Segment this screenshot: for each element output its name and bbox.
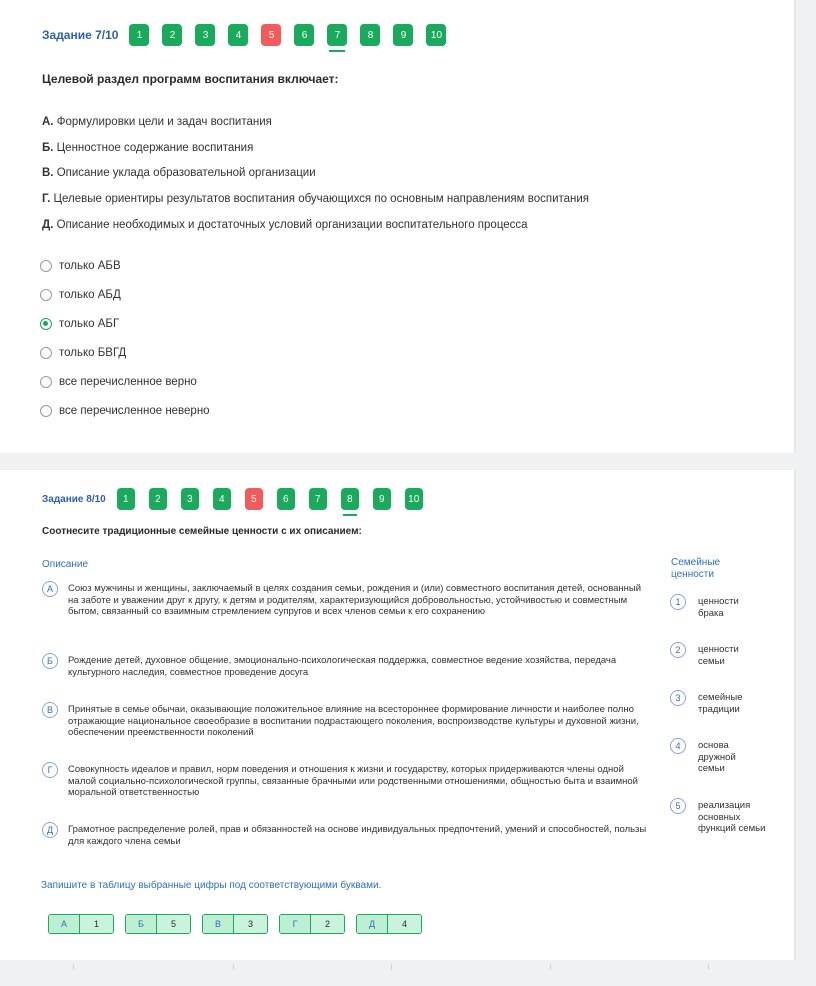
radio-button[interactable] [40, 347, 52, 359]
number-badge: 3 [670, 690, 686, 706]
answer-option[interactable]: только АБВ [40, 260, 121, 272]
task-7-card [0, 0, 796, 453]
answer-option[interactable]: все перечисленное неверно [40, 405, 210, 417]
radio-button[interactable] [40, 405, 52, 417]
page-button-8[interactable]: 8 [341, 488, 359, 510]
description-d: Д Грамотное распределение ролей, прав и обязанностей на основе индивидуальных предпочтений, умений и способностей, пользы для каждого члена семьи [42, 824, 662, 847]
task-7-header [42, 24, 459, 46]
divider-tick [708, 964, 709, 970]
page-button-3[interactable]: 3 [181, 488, 199, 510]
question-text: Соотнесите традиционные семейные ценности с их описанием: [42, 526, 362, 537]
task-8-header [42, 488, 437, 510]
value-2: 2 ценности семьи [670, 644, 753, 667]
page-button-8[interactable]: 8 [360, 24, 380, 46]
page-button-5[interactable]: 5 [261, 24, 281, 46]
page-button-2[interactable]: 2 [149, 488, 167, 510]
page-button-6[interactable]: 6 [277, 488, 295, 510]
number-badge: 2 [670, 642, 686, 658]
statement-v: В. Описание уклада образовательной организации [42, 167, 316, 179]
page-button-2[interactable]: 2 [162, 24, 182, 46]
instruction-text: Запишите в таблицу выбранные цифры под соответствующими буквами. [41, 880, 382, 891]
divider-tick [73, 964, 74, 970]
task-counter: Задание 8/10 [42, 493, 106, 505]
page-button-4[interactable]: 4 [228, 24, 248, 46]
number-badge: 5 [670, 798, 686, 814]
description-g: Г Совокупность идеалов и правил, норм поведения и отношения к жизни и государству, которых придерживаются члены одной малой социально-психологической группы, связанные брачными или родственными отношениями, общностью быта и взаимной моральной ответственностью [42, 764, 662, 799]
answer-option[interactable]: только БВГД [40, 347, 126, 359]
answer-cell-g[interactable]: Г 2 [279, 914, 345, 934]
divider-tick [233, 964, 234, 970]
task-counter: Задание 7/10 [42, 28, 119, 42]
page-button-3[interactable]: 3 [195, 24, 215, 46]
answer-option[interactable]: только АБД [40, 289, 121, 301]
radio-button[interactable] [40, 376, 52, 388]
radio-button-selected[interactable] [40, 318, 52, 330]
answer-option-selected[interactable]: только АБГ [40, 318, 119, 330]
question-text: Целевой раздел программ воспитания включает: [42, 72, 339, 86]
value-1: 1 ценности брака [670, 596, 753, 619]
description-column-header: Описание [42, 559, 89, 570]
letter-badge: В [42, 702, 58, 718]
page-button-5[interactable]: 5 [245, 488, 263, 510]
description-b: Б Рождение детей, духовное общение, эмоционально-психологическая поддержка, совместное ведение хозяйства, передача культурного наследия, совместное проведение досуга [42, 655, 662, 678]
number-badge: 4 [670, 738, 686, 754]
letter-badge: Д [42, 822, 58, 838]
value-4: 4 основа дружной семьи [670, 740, 748, 775]
page-button-7[interactable]: 7 [309, 488, 327, 510]
page-button-6[interactable]: 6 [294, 24, 314, 46]
description-a: А Союз мужчины и женщины, заключаемый в целях создания семьи, рождения и (или) совместного воспитания детей, основанный на заботе и уважении друг к другу, к детям и родителям, характеризующийся добровольностью, устойчивостью и совместным бытом, связанный со взаимным стремлением супругов и всех членов семьи к его сохранению [42, 583, 662, 618]
answer-cell-b[interactable]: Б 5 [125, 914, 191, 934]
task-pagination [129, 24, 459, 46]
statement-g: Г. Целевые ориентиры результатов воспитания обучающихся по основным направлениям воспитания [42, 193, 590, 205]
value-3: 3 семейные традиции [670, 692, 758, 715]
page-button-9[interactable]: 9 [393, 24, 413, 46]
letter-badge: Б [42, 653, 58, 669]
letter-badge: Г [42, 762, 58, 778]
page-button-9[interactable]: 9 [373, 488, 391, 510]
statement-d: Д. Описание необходимых и достаточных условий организации воспитательного процесса [42, 219, 528, 231]
footer-divider [0, 962, 816, 970]
radio-button[interactable] [40, 289, 52, 301]
values-column-header: Семейные ценности [671, 557, 721, 580]
answer-cell-v[interactable]: В 3 [202, 914, 268, 934]
description-v: В Принятые в семье обычаи, оказывающие положительное влияние на всестороннее формирование личности и наиболее полно отражающие национальное своеобразие в воспитании подрастающего поколения, воспроизводстве культуры и духовной жизни, обеспечении преемственности поколений [42, 704, 662, 739]
number-badge: 1 [670, 594, 686, 610]
letter-badge: А [42, 581, 58, 597]
page-button-4[interactable]: 4 [213, 488, 231, 510]
divider-tick [550, 964, 551, 970]
radio-button[interactable] [40, 260, 52, 272]
value-5: 5 реализация основных функций семьи [670, 800, 768, 835]
page-button-1[interactable]: 1 [129, 24, 149, 46]
answer-cell-a[interactable]: А 1 [48, 914, 114, 934]
answer-table [48, 914, 433, 934]
divider-tick [391, 964, 392, 970]
page-button-10[interactable]: 10 [426, 24, 446, 46]
page-button-1[interactable]: 1 [117, 488, 135, 510]
page-button-7[interactable]: 7 [327, 24, 347, 46]
task-pagination [117, 488, 437, 510]
page-button-10[interactable]: 10 [405, 488, 423, 510]
answer-cell-d[interactable]: Д 4 [356, 914, 422, 934]
answer-option[interactable]: все перечисленное верно [40, 376, 197, 388]
statement-a: А. Формулировки цели и задач воспитания [42, 116, 272, 128]
statement-b: Б. Ценностное содержание воспитания [42, 142, 254, 154]
